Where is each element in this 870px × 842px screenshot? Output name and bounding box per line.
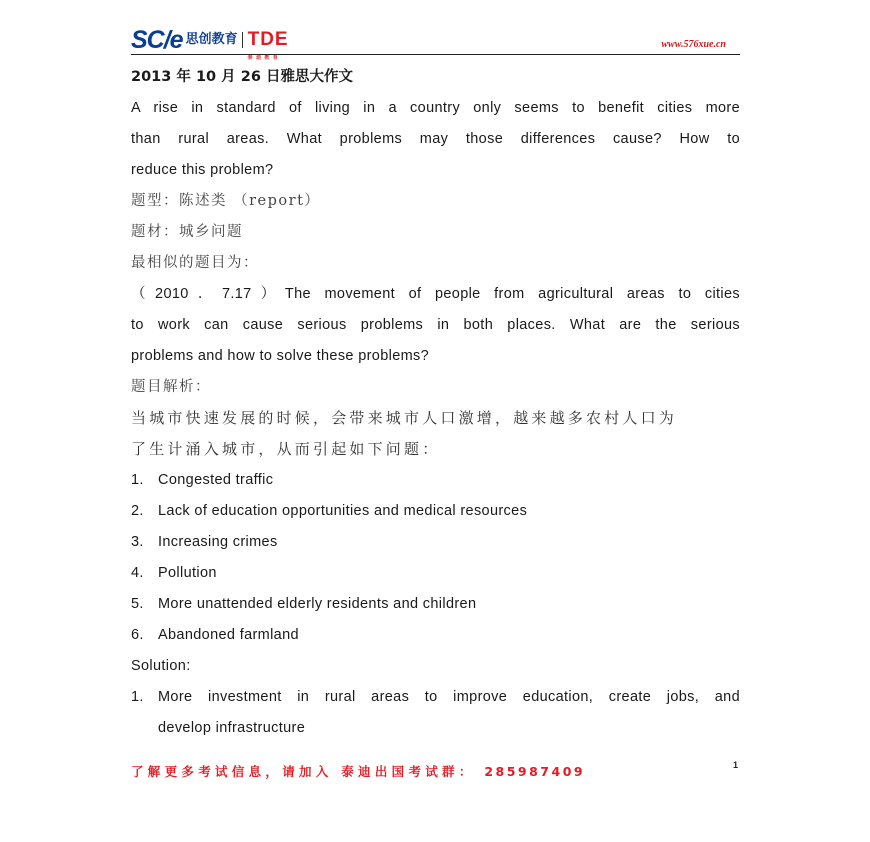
footer-promo-text: 了解更多考试信息，请加入 泰迪出国考试群：	[131, 764, 476, 779]
list-number: 1.	[131, 689, 144, 705]
similar-heading: 最相似的题目为：	[131, 255, 259, 271]
footer-promo	[131, 762, 585, 780]
question-line: reduce this problem?	[131, 162, 274, 178]
logo-scie: SC/e	[131, 26, 183, 54]
list-item	[131, 527, 740, 558]
solution-heading: Solution:	[131, 658, 191, 674]
list-item	[131, 558, 740, 589]
similar-question-line: （2010．7.17）The movement of people from agricultural areas to cities	[131, 286, 740, 302]
list-text: More unattended elderly residents and children	[158, 596, 477, 612]
logo-tde-subtitle: 泰 迪 教 育	[247, 55, 279, 61]
qq-group-number: 285987409	[484, 764, 586, 779]
list-text: Lack of education opportunities and medical resources	[158, 503, 528, 519]
list-number: 5.	[131, 596, 144, 612]
solution-item	[131, 682, 740, 713]
analysis-line: 了生计涌入城市，从而引起如下问题：	[131, 440, 441, 458]
list-item	[131, 620, 740, 651]
list-text: Abandoned farmland	[158, 627, 299, 643]
similar-question-line: to work can cause serious problems in both places. What are the serious	[131, 317, 740, 333]
solution-item-continued	[131, 713, 740, 744]
list-text: Pollution	[158, 565, 217, 581]
question-line: than rural areas. What problems may those differences cause? How to	[131, 131, 740, 147]
logo-divider	[242, 32, 243, 48]
list-number: 2.	[131, 503, 144, 519]
list-number: 4.	[131, 565, 144, 581]
question-line: A rise in standard of living in a country only seems to benefit cities more	[131, 100, 740, 116]
list-item	[131, 589, 740, 620]
document-body	[131, 62, 740, 744]
list-text: Increasing crimes	[158, 534, 278, 550]
similar-question-line: problems and how to solve these problems?	[131, 348, 430, 364]
list-number: 6.	[131, 627, 144, 643]
page-header	[131, 26, 740, 61]
logo-tde: TDE 泰 迪 教 育	[248, 30, 289, 50]
question-type: 题型：陈述类 （report）	[131, 193, 321, 209]
analysis-line: 当城市快速发展的时候，会带来城市人口激增，越来越多农村人口为	[131, 409, 678, 427]
analysis-heading: 题目解析：	[131, 379, 211, 395]
question-topic: 题材：城乡问题	[131, 224, 243, 240]
list-number: 3.	[131, 534, 144, 550]
list-text: Congested traffic	[158, 472, 274, 488]
list-item	[131, 465, 740, 496]
site-url-link[interactable]: www.576xue.cn	[661, 39, 726, 50]
doc-title: 2013 年 10 月 26 日雅思大作文	[131, 69, 353, 85]
brand-logo	[131, 26, 289, 61]
list-item	[131, 496, 740, 527]
logo-chinese-name: 思创教育	[185, 32, 238, 47]
page-number: 1	[733, 760, 739, 770]
solution-text: More investment in rural areas to improve education, create jobs, and	[158, 689, 740, 705]
list-number: 1.	[131, 472, 144, 488]
solution-text: develop infrastructure	[158, 720, 306, 736]
header-divider	[131, 54, 740, 55]
